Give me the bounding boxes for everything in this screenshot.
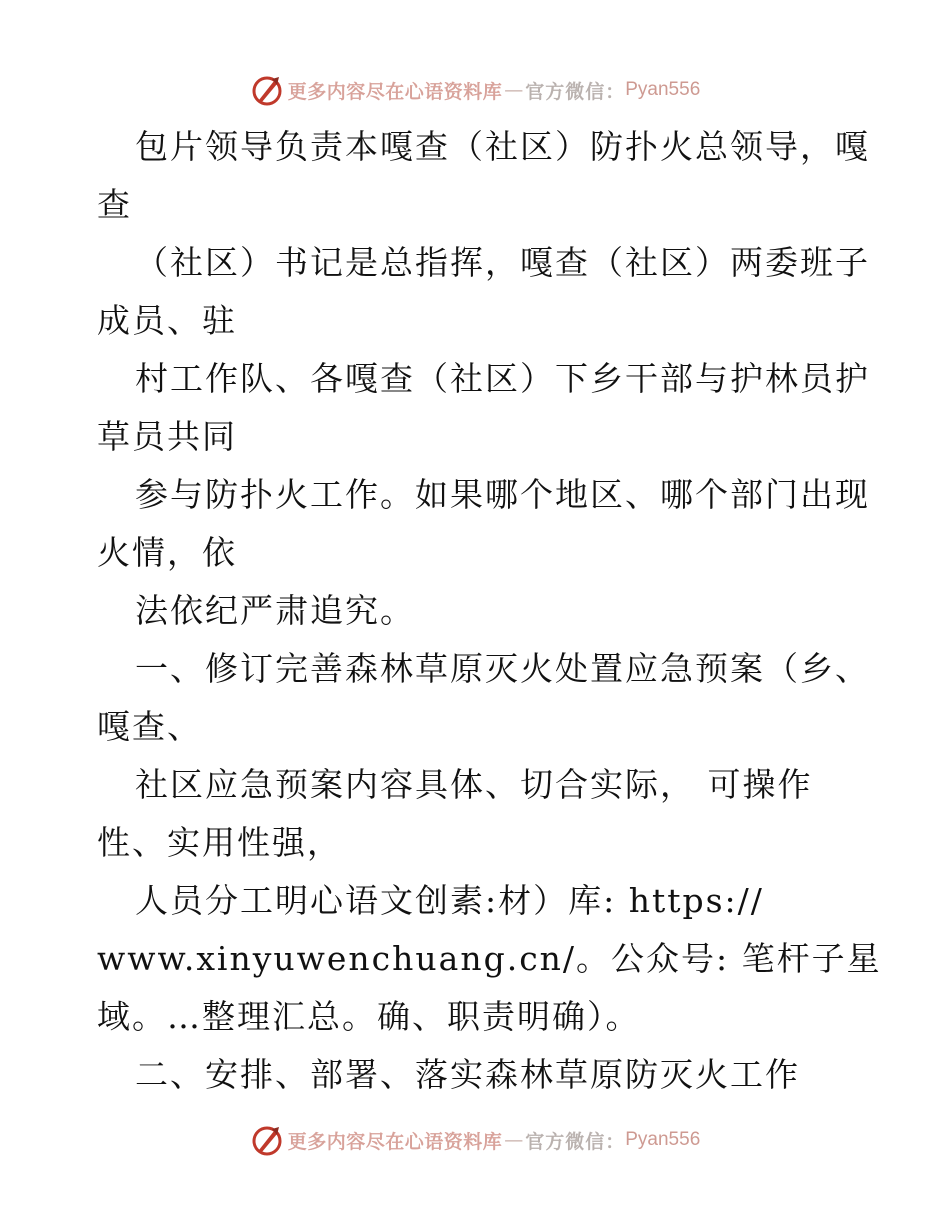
body-line: 包片领导负责本嘎查（社区）防扑火总领导，嘎 <box>135 127 870 166</box>
body-line: 一、修订完善森林草原灭火处置应急预案（乡、 <box>135 649 870 688</box>
body-line: 法依纪严肃追究。 <box>135 591 415 630</box>
quill-logo-icon <box>250 1123 284 1157</box>
header-banner <box>0 70 950 110</box>
body-line: 性、实用性强， <box>97 823 342 862</box>
body-line: www.xinyuwenchuang.cn/。公众号: 笔杆子星 <box>97 939 882 978</box>
footer-banner <box>0 1120 950 1160</box>
body-line: 域。…整理汇总。确、职责明确）。 <box>97 997 641 1036</box>
body-line: 嘎查、 <box>97 707 202 746</box>
body-line: 二、安排、部署、落实森林草原防灭火工作 <box>135 1055 800 1094</box>
footer-dash: — <box>504 1129 524 1151</box>
body-line: 草员共同 <box>97 417 237 456</box>
body-line: 查 <box>97 185 132 224</box>
header-dash: — <box>504 79 524 101</box>
body-line: 参与防扑火工作。如果哪个地区、哪个部门出现 <box>135 475 870 514</box>
footer-brand-text: 更多内容尽在心语资料库 <box>287 1130 503 1153</box>
body-line: 村工作队、各嘎查（社区）下乡干部与护林员护 <box>135 359 870 398</box>
body-line: 火情，依 <box>97 533 237 572</box>
header-brand-text: 更多内容尽在心语资料库 <box>287 80 503 103</box>
footer-wechat-label: 官方微信： <box>525 1130 626 1153</box>
footer-account: Pyan556 <box>625 1129 701 1150</box>
document-body <box>97 118 882 1104</box>
body-line: 成员、驻 <box>97 301 237 340</box>
body-line: 社区应急预案内容具体、切合实际， 可操作 <box>135 765 813 804</box>
header-account: Pyan556 <box>625 79 701 100</box>
body-line: （社区）书记是总指挥，嘎查（社区）两委班子 <box>135 243 870 282</box>
body-line: 人员分工明心语文创素:材）库: https:// <box>135 881 764 920</box>
header-wechat-label: 官方微信： <box>525 80 626 103</box>
quill-logo-icon <box>250 73 284 107</box>
